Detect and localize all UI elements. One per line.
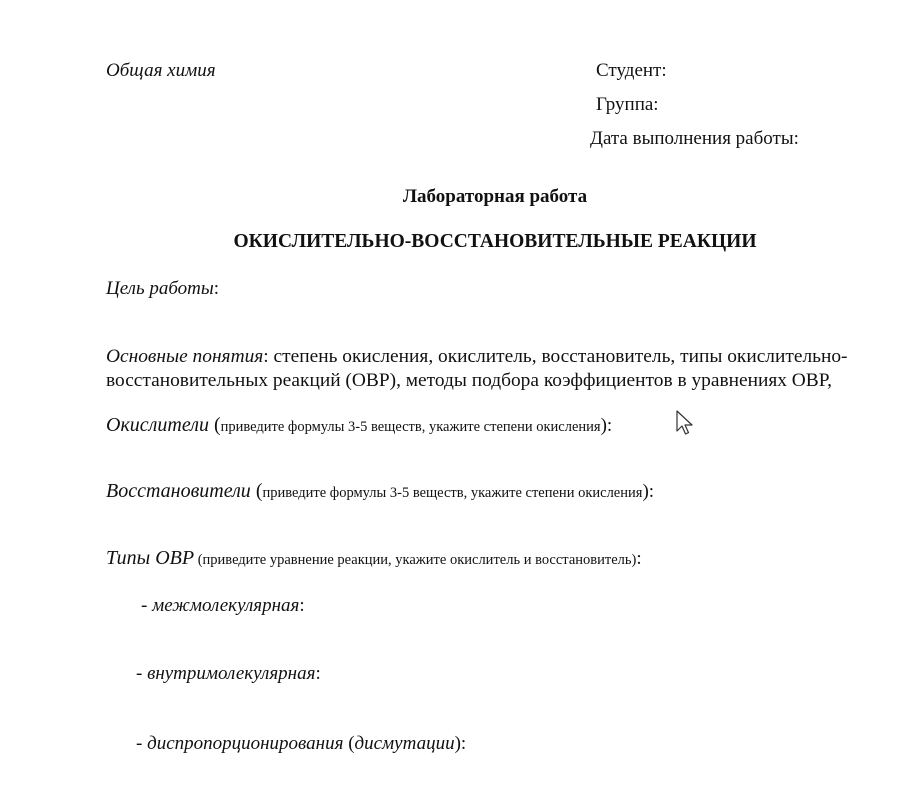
type-item-after: ): [454, 733, 467, 754]
goal-suffix: : [213, 278, 220, 299]
type-item-mid: ( [343, 733, 355, 754]
concepts-line-1 [106, 345, 886, 369]
type-item-name: внутримолекулярная [147, 663, 316, 684]
oxidizers-label: Окислители [106, 414, 209, 436]
types-close: : [636, 548, 642, 569]
date-label: Дата выполнения работы: [590, 128, 799, 149]
reducers-open: ( [250, 480, 263, 502]
topic-title: ОКИСЛИТЕЛЬНО-ВОССТАНОВИТЕЛЬНЫЕ РЕАКЦИИ [233, 231, 757, 252]
concepts-label: Основные понятия [106, 346, 264, 367]
type-item-disproportionation [136, 733, 466, 755]
goal-label: Цель работы [106, 278, 214, 299]
types-label: Типы ОВР [106, 547, 195, 569]
types-line [106, 547, 642, 570]
mouse-pointer-icon [676, 410, 694, 436]
type-item-after: : [315, 663, 321, 684]
reducers-hint: приведите формулы 3-5 веществ, укажите степени окисления [262, 485, 643, 501]
lab-title: Лабораторная работа [402, 186, 588, 207]
type-item-dash: - [141, 595, 153, 616]
type-item-dash: - [136, 663, 148, 684]
type-item-after: : [299, 595, 305, 616]
reducers-close: ): [642, 481, 655, 502]
subject-label: Общая химия [106, 60, 216, 81]
goal-line [106, 278, 219, 300]
oxidizers-line [106, 414, 612, 437]
oxidizers-close: ): [600, 415, 613, 436]
concepts-line-2: восстановительных реакций (ОВР), методы подбора коэффициентов в уравнениях ОВР, [106, 370, 832, 391]
concepts-text-1: : степень окисления, окислитель, восстановитель, типы окислительно- [263, 346, 848, 367]
type-item-name: межмолекулярная [152, 595, 300, 616]
type-item-name: диспропорционирования [147, 733, 344, 754]
student-label: Студент: [596, 60, 667, 81]
type-item-intermolecular [141, 595, 305, 617]
oxidizers-hint: приведите формулы 3-5 веществ, укажите степени окисления [220, 419, 601, 435]
type-item-name-2: дисмутации [354, 733, 455, 754]
type-item-dash: - [136, 733, 148, 754]
types-hint: (приведите уравнение реакции, укажите окислитель и восстановитель) [194, 552, 637, 568]
group-label: Группа: [596, 94, 659, 115]
type-item-intramolecular [136, 663, 321, 685]
reducers-label: Восстановители [106, 480, 251, 502]
oxidizers-open: ( [208, 414, 221, 436]
reducers-line [106, 480, 654, 503]
